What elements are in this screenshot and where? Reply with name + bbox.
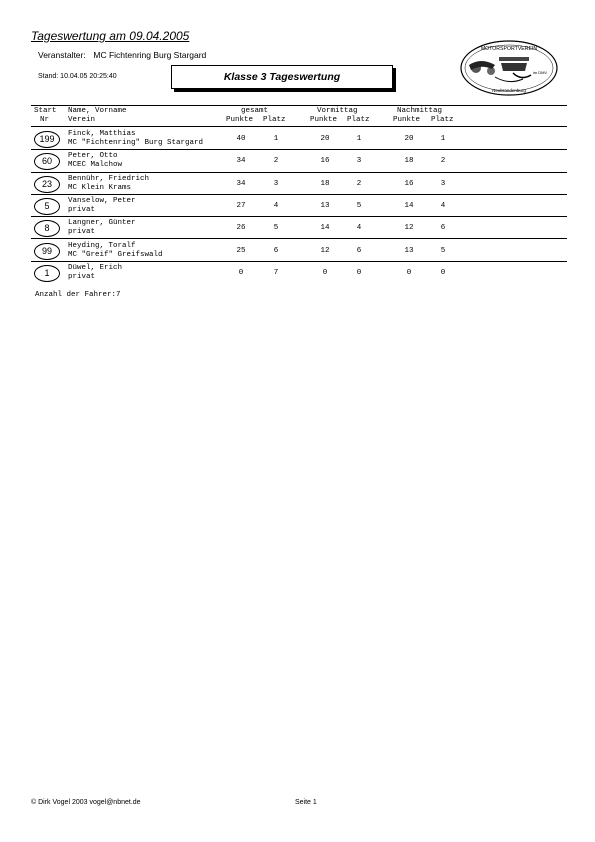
cell-n-p: 12 — [404, 224, 414, 233]
cell-g-p: 40 — [236, 135, 246, 143]
table-row — [31, 217, 567, 239]
driver-name: Düwel, Erich — [68, 263, 123, 272]
col-nr-header: Nr — [40, 116, 50, 124]
cell-n-pl: 3 — [440, 179, 446, 188]
cell-v-p: 14 — [320, 224, 330, 233]
driver-club: privat — [68, 205, 96, 214]
cell-n-pl: 2 — [440, 157, 446, 166]
organizer-line — [38, 50, 206, 60]
cell-g-pl: 1 — [273, 135, 279, 143]
driver-club: MC "Fichtenring" Burg Stargard — [68, 139, 204, 147]
col-vormittag-header: Vormittag — [317, 107, 358, 115]
cell-v-p: 20 — [320, 135, 330, 143]
col-nachmittag-punkte: Punkte — [393, 116, 421, 124]
driver-name: Finck, Matthias — [68, 130, 136, 138]
cell-g-p: 34 — [236, 157, 246, 166]
start-number-badge: 1 — [34, 265, 60, 282]
driver-name: Langner, Günter — [68, 219, 136, 228]
cell-g-p: 26 — [236, 224, 246, 233]
class-title-box — [171, 65, 393, 89]
cell-v-pl: 5 — [356, 201, 362, 210]
cell-g-p: 27 — [236, 201, 246, 210]
cell-g-p: 25 — [236, 246, 246, 255]
cell-n-pl: 5 — [440, 246, 446, 255]
cell-n-p: 0 — [406, 268, 412, 277]
col-name-header: Name, Vorname — [68, 107, 127, 115]
cell-v-pl: 6 — [356, 246, 362, 255]
driver-name: Peter, Otto — [68, 152, 118, 161]
logo-side-text: im DMV — [532, 70, 548, 75]
cell-g-pl: 3 — [273, 179, 279, 188]
col-gesamt-header: gesamt — [241, 107, 269, 115]
cell-v-p: 0 — [322, 268, 328, 277]
cell-n-p: 20 — [404, 135, 414, 143]
cell-v-pl: 0 — [356, 268, 362, 277]
col-start-header: Start — [34, 107, 57, 115]
start-number-badge: 8 — [34, 220, 60, 237]
driver-club: privat — [68, 228, 96, 237]
cell-v-p: 18 — [320, 179, 330, 188]
page-title: Tageswertung am 09.04.2005 — [31, 29, 190, 43]
cell-n-p: 13 — [404, 246, 414, 255]
cell-v-pl: 2 — [356, 179, 362, 188]
driver-club: MC Klein Krams — [68, 183, 132, 192]
start-number-badge: 199 — [34, 131, 60, 148]
header-rule-bottom — [31, 126, 567, 127]
stand-timestamp: Stand: 10.04.05 20:25:40 — [38, 73, 117, 80]
table-row — [31, 150, 567, 172]
cell-g-pl: 6 — [273, 246, 279, 255]
logo-top-text: MOTORSPORTVEREIN — [480, 46, 538, 52]
driver-count: Anzahl der Fahrer:7 — [35, 291, 121, 299]
col-vormittag-platz: Platz — [347, 116, 370, 124]
start-number-badge: 5 — [34, 198, 60, 215]
driver-club: privat — [68, 272, 96, 281]
cell-g-pl: 4 — [273, 201, 279, 210]
cell-g-pl: 5 — [273, 224, 279, 233]
cell-n-pl: 0 — [440, 268, 446, 277]
driver-name: Bennühr, Friedrich — [68, 174, 150, 183]
cell-v-pl: 4 — [356, 224, 362, 233]
col-gesamt-punkte: Punkte — [226, 116, 254, 124]
cell-n-pl: 4 — [440, 201, 446, 210]
cell-v-p: 13 — [320, 201, 330, 210]
cell-g-pl: 7 — [273, 268, 279, 277]
cell-g-p: 0 — [238, 268, 244, 277]
col-gesamt-platz: Platz — [263, 116, 286, 124]
driver-name: Heyding, Toralf — [68, 241, 136, 250]
footer-copyright: © Dirk Vogel 2003 vogel@nbnet.de — [31, 799, 141, 806]
col-nachmittag-header: Nachmittag — [397, 107, 443, 115]
driver-name: Vanselow, Peter — [68, 196, 136, 205]
organizer-value: MC Fichtenring Burg Stargard — [93, 50, 207, 60]
header-rule-top — [31, 105, 567, 106]
start-number-badge: 23 — [34, 176, 60, 193]
cell-v-p: 16 — [320, 157, 330, 166]
driver-club: MCEC Malchow — [68, 161, 123, 170]
organizer-label: Veranstalter: — [38, 50, 86, 60]
col-nachmittag-platz: Platz — [431, 116, 454, 124]
cell-n-pl: 1 — [440, 135, 446, 143]
club-logo — [459, 39, 559, 97]
col-vormittag-punkte: Punkte — [310, 116, 338, 124]
cell-g-pl: 2 — [273, 157, 279, 166]
cell-v-p: 12 — [320, 246, 330, 255]
driver-club: MC "Greif" Greifswald — [68, 250, 163, 259]
start-number-badge: 60 — [34, 153, 60, 170]
start-number-badge: 99 — [34, 243, 60, 260]
cell-n-p: 16 — [404, 179, 414, 188]
class-title: Klasse 3 Tageswertung — [223, 71, 341, 83]
table-row — [31, 262, 567, 284]
logo-bottom-text: Neubrandenburg — [492, 88, 526, 93]
table-row — [31, 195, 567, 217]
table-row — [31, 173, 567, 195]
cell-n-p: 14 — [404, 201, 414, 210]
table-row — [31, 240, 567, 262]
footer-page-number: Seite 1 — [295, 799, 317, 806]
cell-v-pl: 3 — [356, 157, 362, 166]
table-row — [31, 128, 567, 150]
col-club-header: Verein — [68, 116, 96, 124]
cell-n-pl: 6 — [440, 224, 446, 233]
cell-v-pl: 1 — [356, 135, 362, 143]
cell-g-p: 34 — [236, 179, 246, 188]
cell-n-p: 18 — [404, 157, 414, 166]
